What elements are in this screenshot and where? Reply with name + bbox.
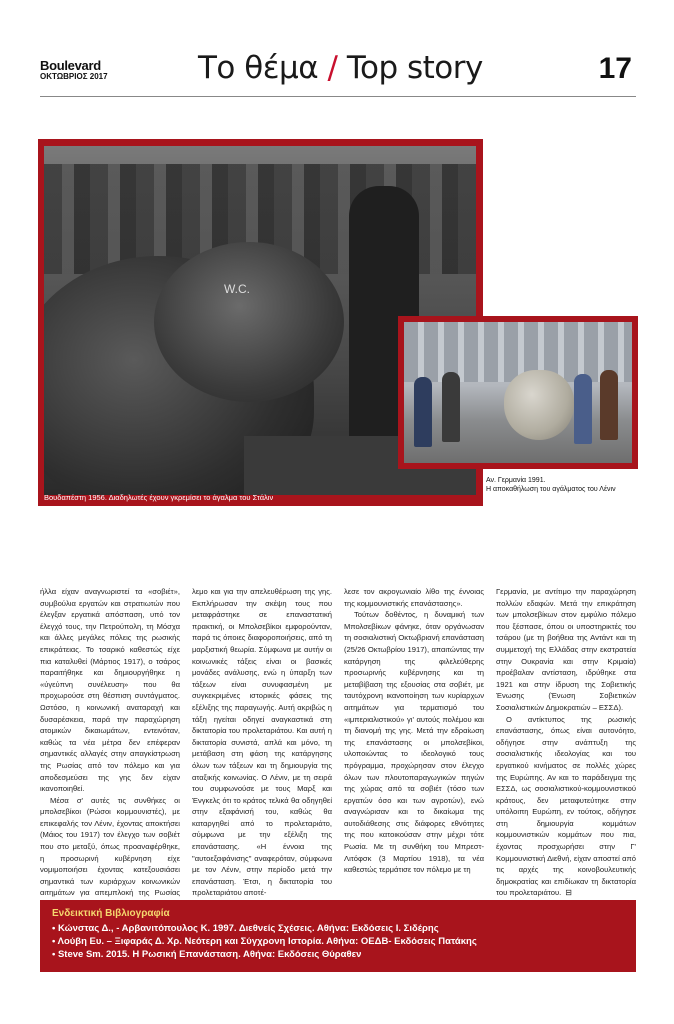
section-title — [198, 50, 483, 86]
paragraph: Μέσα σ' αυτές τις συνθήκες οι μπολσεβίκοι (Ρώσοι κομμουνιστές), με επικεφαλής τον Λένιν, έχοντας αποκτήσει (Μάιος του 1917) τον έλεγχο των σοβιέτ που στο μεταξύ, όπως προαναφέρθηκε, η προσωρινή κυβέρνηση είχε νομιμοποιήσει έχοντας κατεξουσιάσει σημαντικά των κυριάρχων κοινωνικών αιτημάτων για απεμπλοκή της Ρωσίας — [40, 795, 180, 898]
paragraph: ήλλα είχαν αναγνωριστεί τα «σοβιέτ», συμβούλια εργατών και στρατιωτών που έλεγξαν εργατικά απόσπαση, υπό τον έλεγχό τους, την Πετρούπολη, τη Μόσχα και άλλες μεγάλες πόλεις της ρωσικής επικράτειας. Το τσαρικό καθεστώς είχε πια καταλυθεί (Μάρτιος 1917), ο τσάρος παραιτήθηκε και δημιουργήθηκε η «ύγεύπνη συνέλευση» που θα προχωρούσε στη θέσπιση συντάγματος. Ωστόσο, η κοινωνική αναταραχή και δυσαρέσκεια, παρά την παραχώρηση ατομικών δικαιωμάτων, εντεινόταν, καθώς τα νέα μέτρα δεν επέφεραν σημαντικές αλλαγές στην απαγκίστρωση της Ρωσίας από τον πόλεμο και για αποδεσμεύσει της γης δεν είχαν ικανοποιηθεί. — [40, 587, 180, 794]
section-title-greek: Το θέμα — [198, 50, 319, 86]
bibliography-item: • Λούβη Ευ. – Ξιφαράς Δ. Χρ. Νεότερη και Σύγχρονη Ιστορία. Αθήνα: ΟΕΔΒ- Εκδόσεις Πατάκης — [52, 936, 477, 947]
inset-caption-line1: Αν. Γερμανία 1991. — [486, 477, 546, 484]
section-title-english: Top story — [346, 50, 483, 86]
issue-date: ΟΚΤΩΒΡΙΟΣ 2017 — [40, 72, 108, 81]
page-header — [40, 52, 636, 98]
article-column-3 — [344, 586, 484, 876]
magazine-name: Boulevard — [40, 58, 101, 73]
article-body — [40, 586, 636, 898]
inset-photo-lenin-head — [404, 322, 632, 463]
header-divider — [40, 96, 636, 97]
photo-worker — [442, 372, 460, 442]
photo-worker — [600, 370, 618, 440]
article-column-1 — [40, 586, 180, 911]
paragraph: λεμο και για την απελευθέρωση της γης. Εκπλήρωσαν την σκέψη τους που μεταφράστηκε σε επαναστατική πρακτική, οι Μπολσεβίκοι εμφορούνταν, παρά τις όποιες διαφοροποιήσεις, από τη μαρξιστική θεωρία. Σύμφωνα με αυτήν οι κοινωνικές τάξεις είναι οι βασικές μονάδες ανάλυσης, ενώ η ύπαρξη των τάξεων είναι συνυφασμένη με συγκεκριμένες ιστορικές φάσεις της εξέλιξης της παραγωγής. Αυτή ακριβώς η τάξη ηγείται οδηγεί αναγκαστικά στη δικτατορία του προλεταριάτου. Και αυτή η δικτατορία συνιστά, απλά και μόνο, τη μετάβαση στη φάση της κατάργησης όλων των τάξεων και τη δημιουργία της αταξικής κοινωνίας. Ο Λένιν, με τη σειρά του συμφωνούσε με τους Μαρξ και Ένγκελς ότι το κράτος τελικά θα οδηγηθεί στην εξαφάνισή του, καθώς θα καταργηθεί από το προλεταριάτο, σύμφωνα με την εξέλιξη της επανάστασης. «Η έννοια της "αυτοεξαφάνισης" αναφερόταν, σύμφωνα με τον Λένιν, στην περίοδο μετά την επανάσταση. Έτσι, η δικτατορία του προλεταριάτου αποτέ- — [192, 587, 332, 898]
main-photo-caption: Βουδαπέστη 1956. Διαδηλωτές έχουν γκρεμίσει το άγαλμα του Στάλιν — [44, 493, 274, 502]
paragraph: Γερμανία, με αντίτιμο την παραχώρηση πολλών εδαφών. Μετά την επικράτηση των μπολσεβίκων στον εμφύλιο πόλεμο που ξέσπασε, όπου οι υποστηρικτές του τσάρου (με τη βοήθεια της Αντάντ και τη συμμετοχή της Ελλάδας στην εκστρατεία στην Ουκρανία και στην Κριμαία) προέβαλαν αντίσταση, ιδρύθηκε στα 1921 και στην ίδρυση της Σοβιετικής Ένωσης (Ένωση Σοβιετικών Σοσιαλιστικών Δημοκρατιών – ΕΣΣΔ). — [496, 587, 636, 712]
bibliography-title: Ενδεικτική Βιβλιογραφία — [52, 908, 170, 919]
end-of-article-icon: ⊟ — [565, 888, 572, 898]
inset-photo-frame — [398, 316, 638, 469]
bibliography-list — [52, 922, 622, 961]
paragraph: Τούτων δοθέντος, η δυναμική των Μπολσεβίκων φάνηκε, όταν οργάνωσαν τη σοσιαλιστική Οκτωβριανή επανάσταση (25/26 Οκτωβρίου 1917), απαιτώντας την κατάργηση της φιλελεύθερης προσωρινής κυβέρνησης και τη μεταβίβαση της εξουσίας στα σοβιέτ, με ταυτόχρονη ικανοποίηση των κυρίαρχων αιτημάτων για τερματισμό του «ιμπεριαλιστικού» γι' αυτούς πολέμου και τη διανομή της γης. Μετά την εδραίωση της επανάστασης οι μπολσεβίκοι, υλοποιώντας το ιδεολογικό τους πρόγραμμα, προχώρησαν στον έλεγχο όλων των πλουτοπαραγωγικών πηγών της χώρας από τα σοβιέτ (τόσο των εργατών όσο και των αγροτών), ενώ αναγνώρισαν και το δικαίωμα της αυτοδιάθεσης στις διάφορες εθνότητες της που κατοικούσαν στην μέχρι τότε Ρωσία. Με τη συνθήκη του Μπρεστ-Λιτόφσκ (3 Μαρτίου 1918), τα νέα καθεστώς τερμάτισε τον πόλεμο με τη — [344, 610, 484, 875]
photo-worker — [414, 377, 432, 447]
inset-caption-line2: Η αποκαθήλωση του αγάλματος του Λένιν — [486, 486, 616, 493]
photo-sign-text: W.C. — [224, 282, 250, 296]
inset-photo-caption — [486, 476, 636, 494]
bibliography-box — [40, 900, 636, 972]
article-column-2 — [192, 586, 332, 899]
paragraph-text: Ο αντίκτυπος της ρωσικής επανάστασης, όπως είναι αυτονόητο, οδήγησε στην ανάπτυξη της σοσιαλιστικής ιδεολογίας και του εργατικού κινήματος σε πολλές χώρες της Ευρώπης. Αν και το παράδειγμα της ΕΣΣΔ, ως σοσιαλιστικού-κομμουνιστικού κράτους, δεν μεταφυτεύτηκε στην υπόλοιπη Ευρώπη, εν τούτοις, οδήγησε στη δημιουργία κομμάτων κομμουνιστικών κομμάτων που πια, έχοντας προσχωρήσει στην Γ' Κομμουνιστική Διεθνή, είχαν αποστεί από τις αρχές της κοινοβουλευτικής δημοκρατίας και επιδίωκαν τη δικτατορία του προλεταριάτου. — [496, 714, 636, 898]
paragraph: λεσε τον ακρογωνιαίο λίθο της έννοιας της κομμουνιστικής επανάστασης». — [344, 587, 484, 608]
paragraph — [496, 714, 636, 900]
bibliography-item: • Steve Sm. 2015. Η Ρωσική Επανάσταση. Αθήνα: Εκδόσεις Θύραθεν — [52, 949, 362, 960]
section-title-slash: / — [327, 50, 338, 86]
bibliography-item: • Κώνστας Δ., - Αρβανιτόπουλος Κ. 1997. Διεθνείς Σχέσεις. Αθήνα: Εκδόσεις Ι. Σιδέρης — [52, 923, 439, 934]
page-number: 17 — [598, 52, 632, 85]
photo-statue-head — [154, 242, 344, 402]
article-column-4 — [496, 586, 636, 899]
photo-worker — [574, 374, 592, 444]
photo-lenin-head — [504, 370, 574, 440]
photo-building — [404, 322, 632, 382]
